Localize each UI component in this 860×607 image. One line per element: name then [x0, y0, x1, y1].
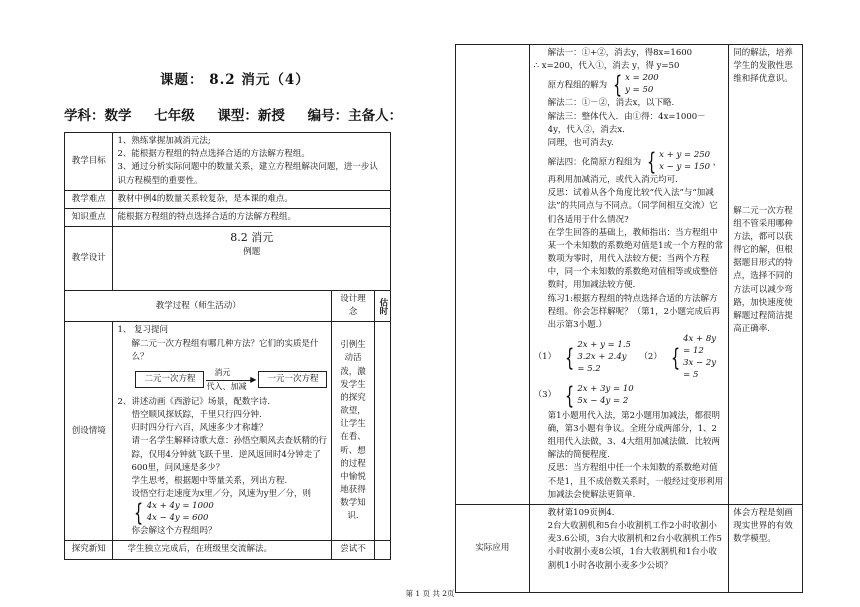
result-prefix: 原方程组的解为	[547, 80, 608, 91]
practice-1-system	[562, 340, 633, 376]
scenario-label: 创设情境	[65, 322, 113, 541]
number-label: 编号：主备人：	[307, 108, 403, 124]
lesson-meta	[64, 106, 420, 127]
flow-right-box: 一元一次方程	[258, 371, 327, 388]
apply-concept: 体会方程是刻画现实世界的有效数学模型。	[729, 504, 803, 592]
goal-2: 2、能根据方程组的特点选择合适的方法解方程组。	[117, 149, 310, 160]
keypoint-label: 知识重点	[65, 208, 113, 226]
apply-text-1: 教材第109页例4.	[547, 507, 615, 518]
solution-4-suffix: ，再利用加减消元，或代入消元均可.	[547, 157, 722, 186]
reflection-2: 反思：当方程组中任一个未知数的系数绝对值不是1，且不成倍数关系时，一般经过变形利用加减法会使解法更简单.	[547, 463, 724, 500]
solution-eq-2: y = 50	[625, 85, 654, 96]
brace-icon: {	[670, 343, 681, 372]
page-footer: 第 1 页 共 2页	[405, 589, 455, 598]
story-line-4: 学生思考，根据题中等量关系，列出方程.	[131, 475, 288, 486]
left-lesson-table	[64, 132, 391, 560]
concept-header: 设计理念	[332, 291, 374, 322]
keypoint-text: 能根据方程组的特点选择合适的方法解方程组。	[113, 208, 391, 226]
goal-1: 1、熟练掌握加减消元法;	[117, 136, 211, 146]
practice-3-label: （3）	[533, 390, 557, 401]
solution-1-result	[534, 71, 725, 100]
explore-time	[374, 541, 390, 559]
practice-3-system	[562, 381, 634, 410]
solution-system	[610, 71, 659, 100]
practice-note: 第1小题用代入法，第2小题用加减法，都很明确，第3小题有争议。全班分成两部分，1、2组用代入法做，3、4大组用加减法做．比较两解法的简便程度.	[547, 410, 720, 461]
practice-1-eq-1: 2x + y = 1.5	[577, 340, 631, 351]
apply-label: 实际应用	[456, 504, 530, 592]
solution-4-prefix: 解法四：化简原方程组为	[547, 157, 642, 168]
brace-icon: {	[612, 71, 623, 100]
design-cell	[113, 227, 391, 291]
story-line-5: 设悟空行走速度为x里／分，风速为y里／分，则	[131, 489, 312, 500]
simplified-eq-1: x + y = 250	[659, 150, 711, 161]
flow-top-label: 消元	[214, 367, 231, 377]
arrow-right-icon: ▶	[250, 374, 257, 384]
brace-icon: {	[565, 381, 575, 410]
practice-3-eq-2: 5x − 4y = 2	[577, 395, 629, 406]
story-line-2: 归时四分行六百，风速多少才称雄？	[131, 423, 268, 434]
difficulty-label: 教学难点	[65, 190, 113, 208]
continued-label	[456, 45, 530, 505]
review-title: 1、 复习提问	[117, 325, 169, 336]
practice-row-2	[533, 381, 725, 410]
story-title: 2、讲述动画《西游记》场景，配数字诗.	[117, 396, 271, 407]
design-sub: 例题	[243, 247, 261, 258]
subject-label: 学科：数学	[64, 108, 132, 124]
practice-1-eq-2: 3.2x + 2.4y = 5.2	[577, 351, 627, 374]
practice-2-label: （2）	[639, 352, 662, 363]
goal-label: 教学目标	[65, 133, 113, 191]
concept-2: 解二元一次方程组不管采用哪种方法，都可以获得它的解，但根据题目形式的特点，选择不同的方法可以减少弯路，加快速度使解题过程简洁提高正确率.	[733, 205, 793, 335]
scenario-concept: 引例生动活泼，激发学生的探究欲望，让学生在看、听、想的过程中愉悦地获得数学知识.	[332, 322, 374, 541]
teacher-summary: 在学生回答的基础上，教师指出：当方程组中某一个未知数的系数绝对值是1或一个方程的常数项为零时，用代入法较方便；当两个方程中，同一个未知数的系数绝对值相等或成整倍数时，用加减法较方便.	[547, 227, 724, 291]
practice-intro: 练习1:根据方程组的特点选择合适的方法解方程组。你会怎样解呢？（第1，2小题完成后再出示第3小题.）	[547, 293, 720, 330]
elimination-flow	[135, 367, 327, 393]
scenario-time	[374, 322, 390, 541]
right-lesson-table	[455, 44, 803, 593]
time-header-text: 估时	[377, 297, 388, 315]
process-header: 教学过程（师生活动）	[65, 291, 332, 322]
story-line-3: 请一名学生解释诗歌大意：孙悟空顺风去查妖精的行踪，仅用4分钟就飞跃千里．逆风返回时4分钟走了600里，问风速是多少？	[131, 436, 327, 473]
design-label: 教学设计	[65, 227, 113, 291]
scenario-content	[113, 322, 332, 541]
goal-cell	[113, 133, 391, 191]
simplified-system	[644, 148, 711, 177]
time-header	[374, 291, 390, 322]
equation-1: 4x + 4y = 1000	[146, 501, 214, 512]
flow-left-box: 二元一次方程	[135, 371, 204, 388]
brace-icon: {	[565, 343, 575, 372]
design-title: 8.2 消元	[230, 231, 274, 245]
practice-1-label: （1）	[533, 352, 557, 363]
review-question: 解二元一次方程组有哪几种方法？它们的实质是什么？	[131, 338, 319, 362]
practice-2-eq-1: 4x + 8y = 12	[683, 334, 717, 356]
apply-content	[529, 504, 729, 592]
solution-4	[534, 150, 725, 187]
simplified-eq-2: x − y = 150	[659, 162, 711, 173]
flow-arrow	[206, 367, 256, 393]
flow-bottom-label: 代入、加减	[206, 381, 247, 391]
equation-2: 4x − 4y = 600	[146, 513, 209, 524]
solve-question: 你会解这个方程组吗？	[131, 526, 217, 537]
solution-3: 解法三：整体代入．由①得：4x=1000－4y，代入②，消去x.	[547, 111, 706, 135]
solution-1-line-1: 解法一：①+②，消去y，得8x=1600	[547, 48, 693, 58]
apply-text-2: 2台大收割机和5台小收割机工作2小时收割小麦3.6公顷，3台大收割机和2台小收割机工作5小时收割小麦8公顷，1台大收割机和1台小收割机1小时各收割小麦多少公顷？	[547, 521, 722, 571]
story-line-1: 悟空顺风探妖踪，千里只行四分钟.	[131, 410, 262, 421]
explore-text: 学生独立完成后，在班级里交流解法。	[113, 541, 332, 559]
lesson-type-label: 课型：新授	[217, 108, 285, 124]
solution-2: 解法二：①－②，消去x，以下略.	[547, 98, 675, 109]
lesson-title: 课题： 8.2 消元（4）	[160, 72, 310, 88]
brace-icon: {	[134, 499, 144, 528]
practice-2-eq-2: 3x − 2y = 5	[683, 357, 717, 380]
goal-3: 3、通过分析实际问题中的数量关系，建立方程组解决问题，进一步认识方程模型的重要性。	[117, 162, 378, 186]
solution-1-line-2: ∴ x=200，代入①，消去 y，得 y=50	[533, 61, 680, 72]
practice-3-eq-1: 2x + 3y = 10	[577, 383, 634, 394]
reflection-1: 反思：试着从各个角度比较“代入法”与“加减法”的共同点与不同点。（同学间相互交流）它们各适用于什么情况?	[547, 188, 718, 225]
solution-content	[529, 45, 729, 505]
solution-same: 同理，也可消去y.	[547, 137, 614, 148]
practice-2-system	[668, 334, 724, 382]
difficulty-text: 教材中例4的数量关系较复杂，是本课的难点。	[113, 190, 391, 208]
explore-label: 探究新知	[65, 541, 113, 559]
practice-row-1	[534, 334, 725, 382]
explore-concept: 尝试不	[332, 541, 374, 559]
concept-1: 同的解法，培养学生的发散性思维和择优意识。	[733, 48, 793, 85]
brace-icon: {	[646, 148, 657, 177]
grade-label: 七年级	[154, 108, 195, 124]
solution-eq-1: x = 200	[625, 73, 659, 84]
right-concept-cell	[729, 45, 803, 505]
equation-system	[131, 499, 214, 528]
